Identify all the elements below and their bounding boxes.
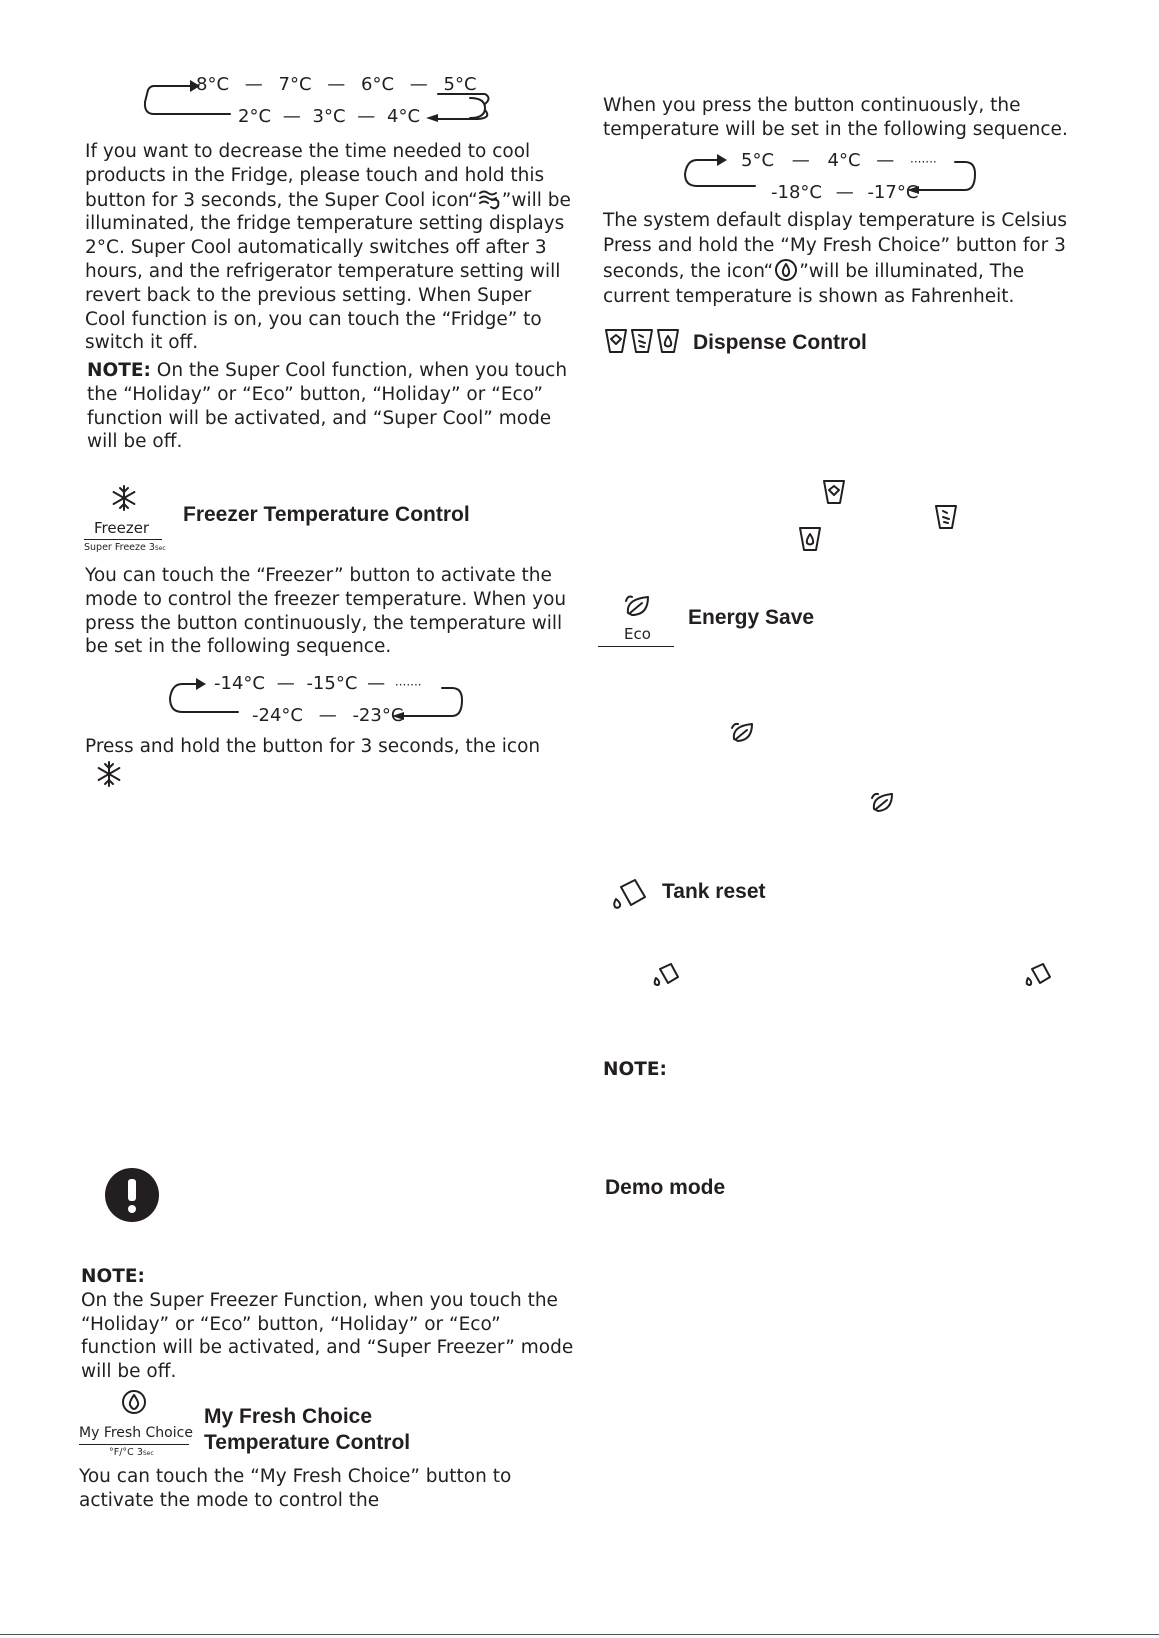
seq-value: -15°C [306, 673, 358, 694]
mfc-paragraph: You can touch the “My Fresh Choice” button to activate the mode to control the [79, 1466, 512, 1511]
mfc-heading-line1: My Fresh Choice [204, 1405, 373, 1428]
dispense-cups-icon [604, 327, 680, 355]
cup-water-icon [822, 478, 846, 506]
tank-icon [651, 962, 681, 988]
mfc-button-sub: °F/°C 3 [109, 1447, 143, 1458]
seq-value: -23°C [352, 705, 404, 726]
leaf-eco-icon [869, 791, 895, 815]
mfc-heading [204, 1404, 410, 1456]
eco-button-illustration [598, 591, 676, 647]
dispense-heading: Dispense Control [693, 331, 867, 354]
leaf-eco-icon [622, 593, 652, 619]
energy-save-heading: Energy Save [688, 606, 815, 629]
note-super-freezer [81, 1265, 581, 1384]
tank-icon [1023, 962, 1053, 988]
mfc-heading-line2: Temperature Control [204, 1431, 411, 1454]
freezer-hold-text: Press and hold the button for 3 seconds, the icon [85, 736, 541, 757]
seq-value: 4°C [387, 106, 421, 127]
seq-value: 4°C [827, 150, 861, 171]
mfc-button-label: My Fresh Choice [79, 1425, 193, 1441]
seq-value: -24°C [252, 705, 303, 726]
seq-value: -14°C [214, 673, 265, 694]
mfc-button-sec: Sec [142, 1450, 154, 1457]
super-cool-icon [478, 188, 502, 210]
fridge-sequence-diagram: 8°C — 7°C — 6°C — 5°C 2°C — 3°C — 4°C [140, 70, 520, 132]
snowflake-icon [95, 760, 123, 788]
note-text: On the Super Cool function, when you touch the “Holiday” or “Eco” button, “Holiday” or “Eco” function will be activated, and “Super Cool” mode will be off. [87, 360, 568, 453]
seq-value: ······· [910, 155, 937, 169]
freezer-paragraph: You can touch the “Freezer” button to activate the mode to control the freezer temperature. When you press the button continuously, the temperature will be set in the following sequence. [85, 565, 567, 658]
eco-button-label: Eco [624, 625, 651, 643]
snowflake-icon [110, 484, 138, 512]
seq-value: 6°C [361, 74, 395, 95]
mfc-paragraph-continued: When you press the button continuously, the temperature will be set in the following sequence. [603, 95, 1068, 140]
note-label: NOTE: [603, 1059, 667, 1080]
seq-value: 5°C [443, 74, 477, 95]
fahrenheit-paragraph [603, 208, 1093, 309]
freezer-button-sub: Super Freeze 3 [84, 542, 155, 553]
fahrenheit-text-b: ”will be illuminated, The current temperature is shown as Fahrenheit. [603, 261, 1025, 307]
seq-value: -17°C [867, 182, 919, 203]
seq-value: 7°C [278, 74, 312, 95]
note-label: NOTE: [81, 1266, 145, 1287]
my-fresh-choice-button-illustration [79, 1388, 191, 1460]
freezer-button-sec: Sec [154, 545, 166, 552]
note-text: On the Super Freezer Function, when you touch the “Holiday” or “Eco” button, “Holiday” or “Eco” function will be activated, and “Super Freezer” mode will be off. [81, 1289, 574, 1383]
freezer-sequence-diagram: -14°C — -15°C — ······· -24°C — -23°C [166, 672, 486, 730]
water-drop-icon [120, 1388, 148, 1416]
seq-value: ······· [394, 678, 422, 692]
demo-mode-heading: Demo mode [605, 1176, 726, 1199]
note-super-cool [87, 359, 577, 454]
water-drop-icon [773, 258, 799, 282]
tank-reset-heading: Tank reset [662, 880, 766, 903]
freezer-button-label: Freezer [94, 519, 150, 537]
seq-value: -18°C [771, 182, 822, 203]
seq-value: 5°C [741, 150, 775, 171]
seq-value: 8°C [196, 74, 230, 95]
freezer-button-illustration [84, 482, 164, 556]
seq-value: 2°C [238, 106, 272, 127]
note-label: NOTE: [87, 360, 151, 381]
tank-icon [609, 877, 649, 911]
freezer-heading: Freezer Temperature Control [183, 503, 470, 526]
super-cool-text-b: ”will be illuminated, the fridge temperature setting displays 2°C. Super Cool automatically switches off after 3 hours, and the refrigerator temperature setting will revert back to the previous setting. When Super Cool function is on, you can touch the “Fridge” to switch it off. [85, 189, 571, 354]
super-cool-text-a: If you want to decrease the time needed to cool products in the Fridge, please touch and hold this button for 3 seconds, the Super Cool icon“ [85, 141, 545, 211]
leaf-eco-icon [729, 721, 755, 745]
cup-crushed-icon [798, 525, 822, 553]
mfc-sequence-diagram: 5°C — 4°C — ······· -18°C — -17°C [683, 150, 1003, 202]
warning-exclamation-icon [104, 1167, 160, 1223]
cup-ice-icon [934, 503, 958, 531]
seq-value: 3°C [312, 106, 346, 127]
bottom-rule [0, 1634, 1159, 1635]
super-cool-paragraph [85, 140, 575, 355]
fahrenheit-text-a: The system default display temperature is Celsius Press and hold the “My Fresh Choice” button for 3 seconds, the icon“ [603, 210, 1067, 282]
